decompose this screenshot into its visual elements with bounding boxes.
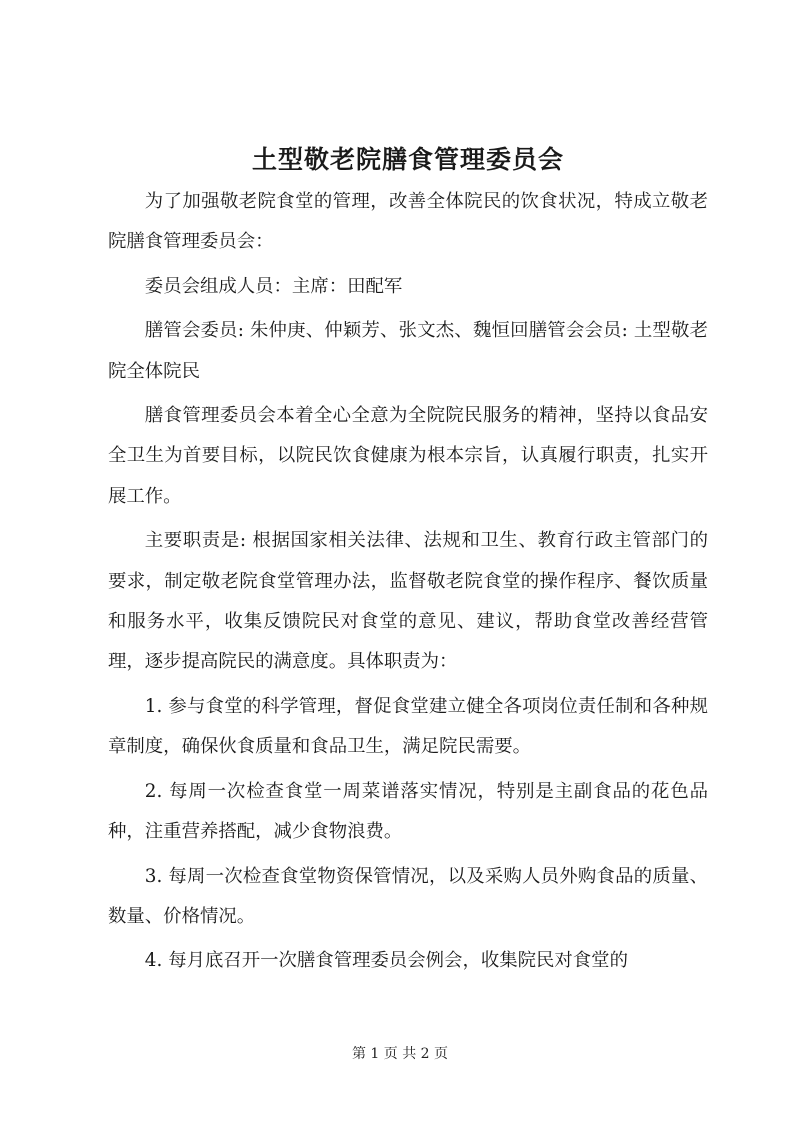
document-title: 土型敬老院膳食管理委员会 xyxy=(251,145,564,174)
document-body xyxy=(108,140,708,986)
paragraph-duty-2: 2. 每周一次检查食堂一周菜谱落实情况，特别是主副食品的花色品种，注重营养搭配，减少食物浪费。 xyxy=(108,780,708,843)
paragraph-members: 膳管会委员: 朱仲庚、仲颖芳、张文杰、魏恒回膳管会会员: 土型敬老院全体院民 xyxy=(108,320,708,382)
paragraph-duty-4: 4. 每月底召开一次膳食管理委员会例会，收集院民对食堂的 xyxy=(144,950,628,972)
paragraph-duty-1: 1. 参与食堂的科学管理，督促食堂建立健全各项岗位责任制和各种规章制度，确保伙食质量和食品卫生，满足院民需要。 xyxy=(108,695,708,758)
paragraph-duties: 主要职责是: 根据国家相关法律、法规和卫生、教育行政主管部门的要求，制定敬老院食堂管理办法，监督敬老院食堂的操作程序、餐饮质量和服务水平，收集反馈院民对食堂的意见、建议，帮助食堂改善经营管理，逐步提高院民的满意度。具体职责为： xyxy=(108,530,708,673)
page-number-footer: 第 1 页 共 2 页 xyxy=(351,1046,449,1062)
paragraph-intro: 为了加强敬老院食堂的管理，改善全体院民的饮食状况，特成立敬老院膳食管理委员会： xyxy=(108,191,708,253)
paragraph-duty-3: 3. 每周一次检查食堂物资保管情况，以及采购人员外购食品的质量、数量、价格情况。 xyxy=(108,865,708,927)
paragraph-purpose: 膳食管理委员会本着全心全意为全院院民服务的精神，坚持以食品安全卫生为首要目标，以院民饮食健康为根本宗旨，认真履行职责，扎实开展工作。 xyxy=(108,405,708,507)
paragraph-chairman: 委员会组成人员：主席：田配军 xyxy=(144,275,403,297)
